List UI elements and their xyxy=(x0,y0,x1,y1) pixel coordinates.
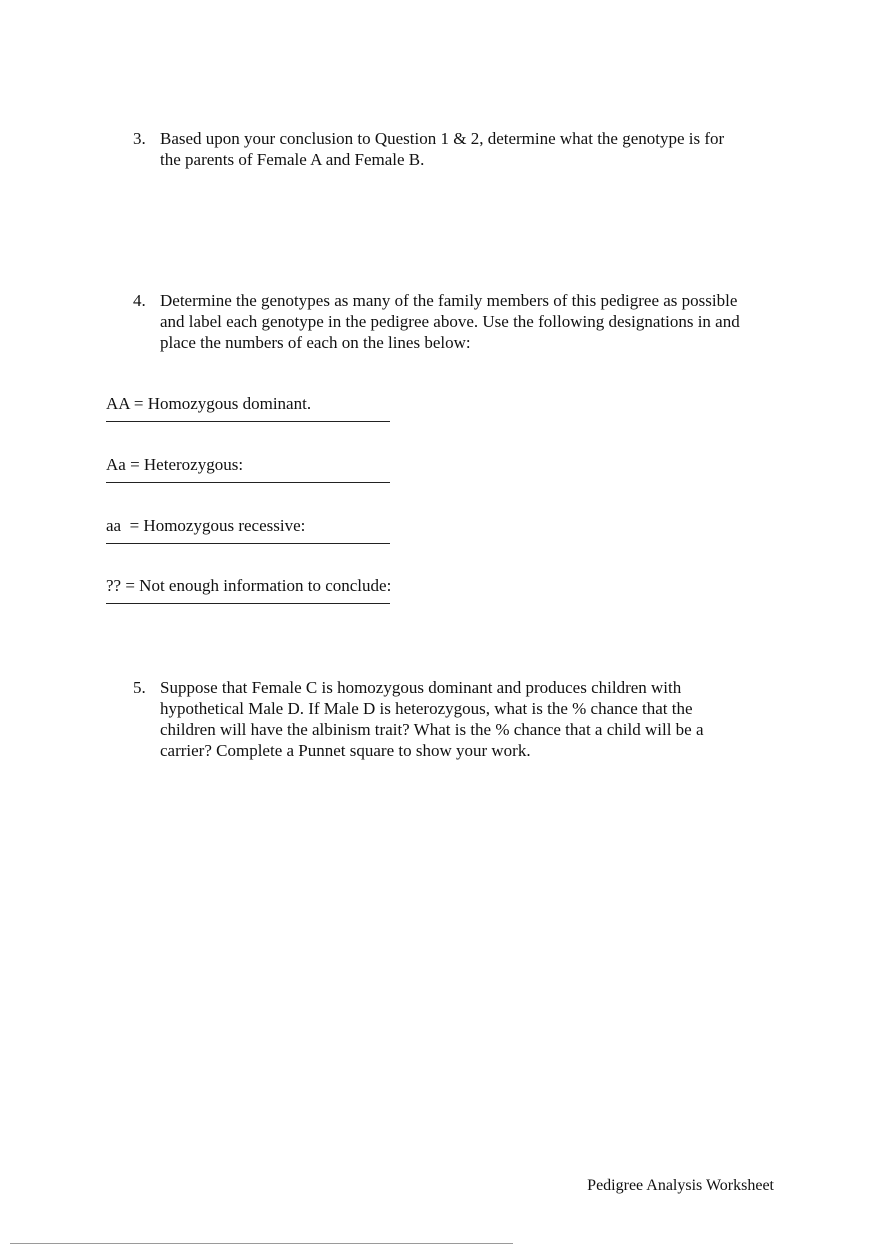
page-bottom-rule xyxy=(10,1243,513,1244)
question-number: 5. xyxy=(133,678,146,697)
answer-line[interactable] xyxy=(106,482,390,483)
designation-homozygous-dominant xyxy=(106,393,406,422)
question-3 xyxy=(133,128,793,170)
answer-line[interactable] xyxy=(106,543,390,544)
footer-title: Pedigree Analysis Worksheet xyxy=(587,1177,774,1194)
designation-homozygous-recessive xyxy=(106,515,406,544)
answer-line[interactable] xyxy=(106,421,390,422)
question-5 xyxy=(133,677,793,761)
designation-label: Aa = Heterozygous: xyxy=(106,455,244,474)
question-4 xyxy=(133,290,793,353)
designation-label: AA = Homozygous dominant. xyxy=(106,394,312,413)
question-text: Suppose that Female C is homozygous dominant and produces children with hypothetical Male D. If Male D is heterozygous, what is the % chance that the children will have the albinism trait? What is the % chance that a child will be a carrier? Complete a Punnet square to show your work. xyxy=(160,678,704,760)
question-text: Based upon your conclusion to Question 1 & 2, determine what the genotype is for the parents of Female A and Female B. xyxy=(160,129,725,169)
designation-heterozygous xyxy=(106,454,406,483)
designation-label: ?? = Not enough information to conclude: xyxy=(106,576,392,595)
question-number: 3. xyxy=(133,129,146,148)
designation-not-enough-info xyxy=(106,575,406,604)
question-number: 4. xyxy=(133,291,146,310)
answer-line[interactable] xyxy=(106,603,390,604)
designation-label: aa = Homozygous recessive: xyxy=(106,516,306,535)
question-text: Determine the genotypes as many of the family members of this pedigree as possible and label each genotype in the pedigree above. Use the following designations in and place the numbers of each on the lines below: xyxy=(160,291,740,352)
